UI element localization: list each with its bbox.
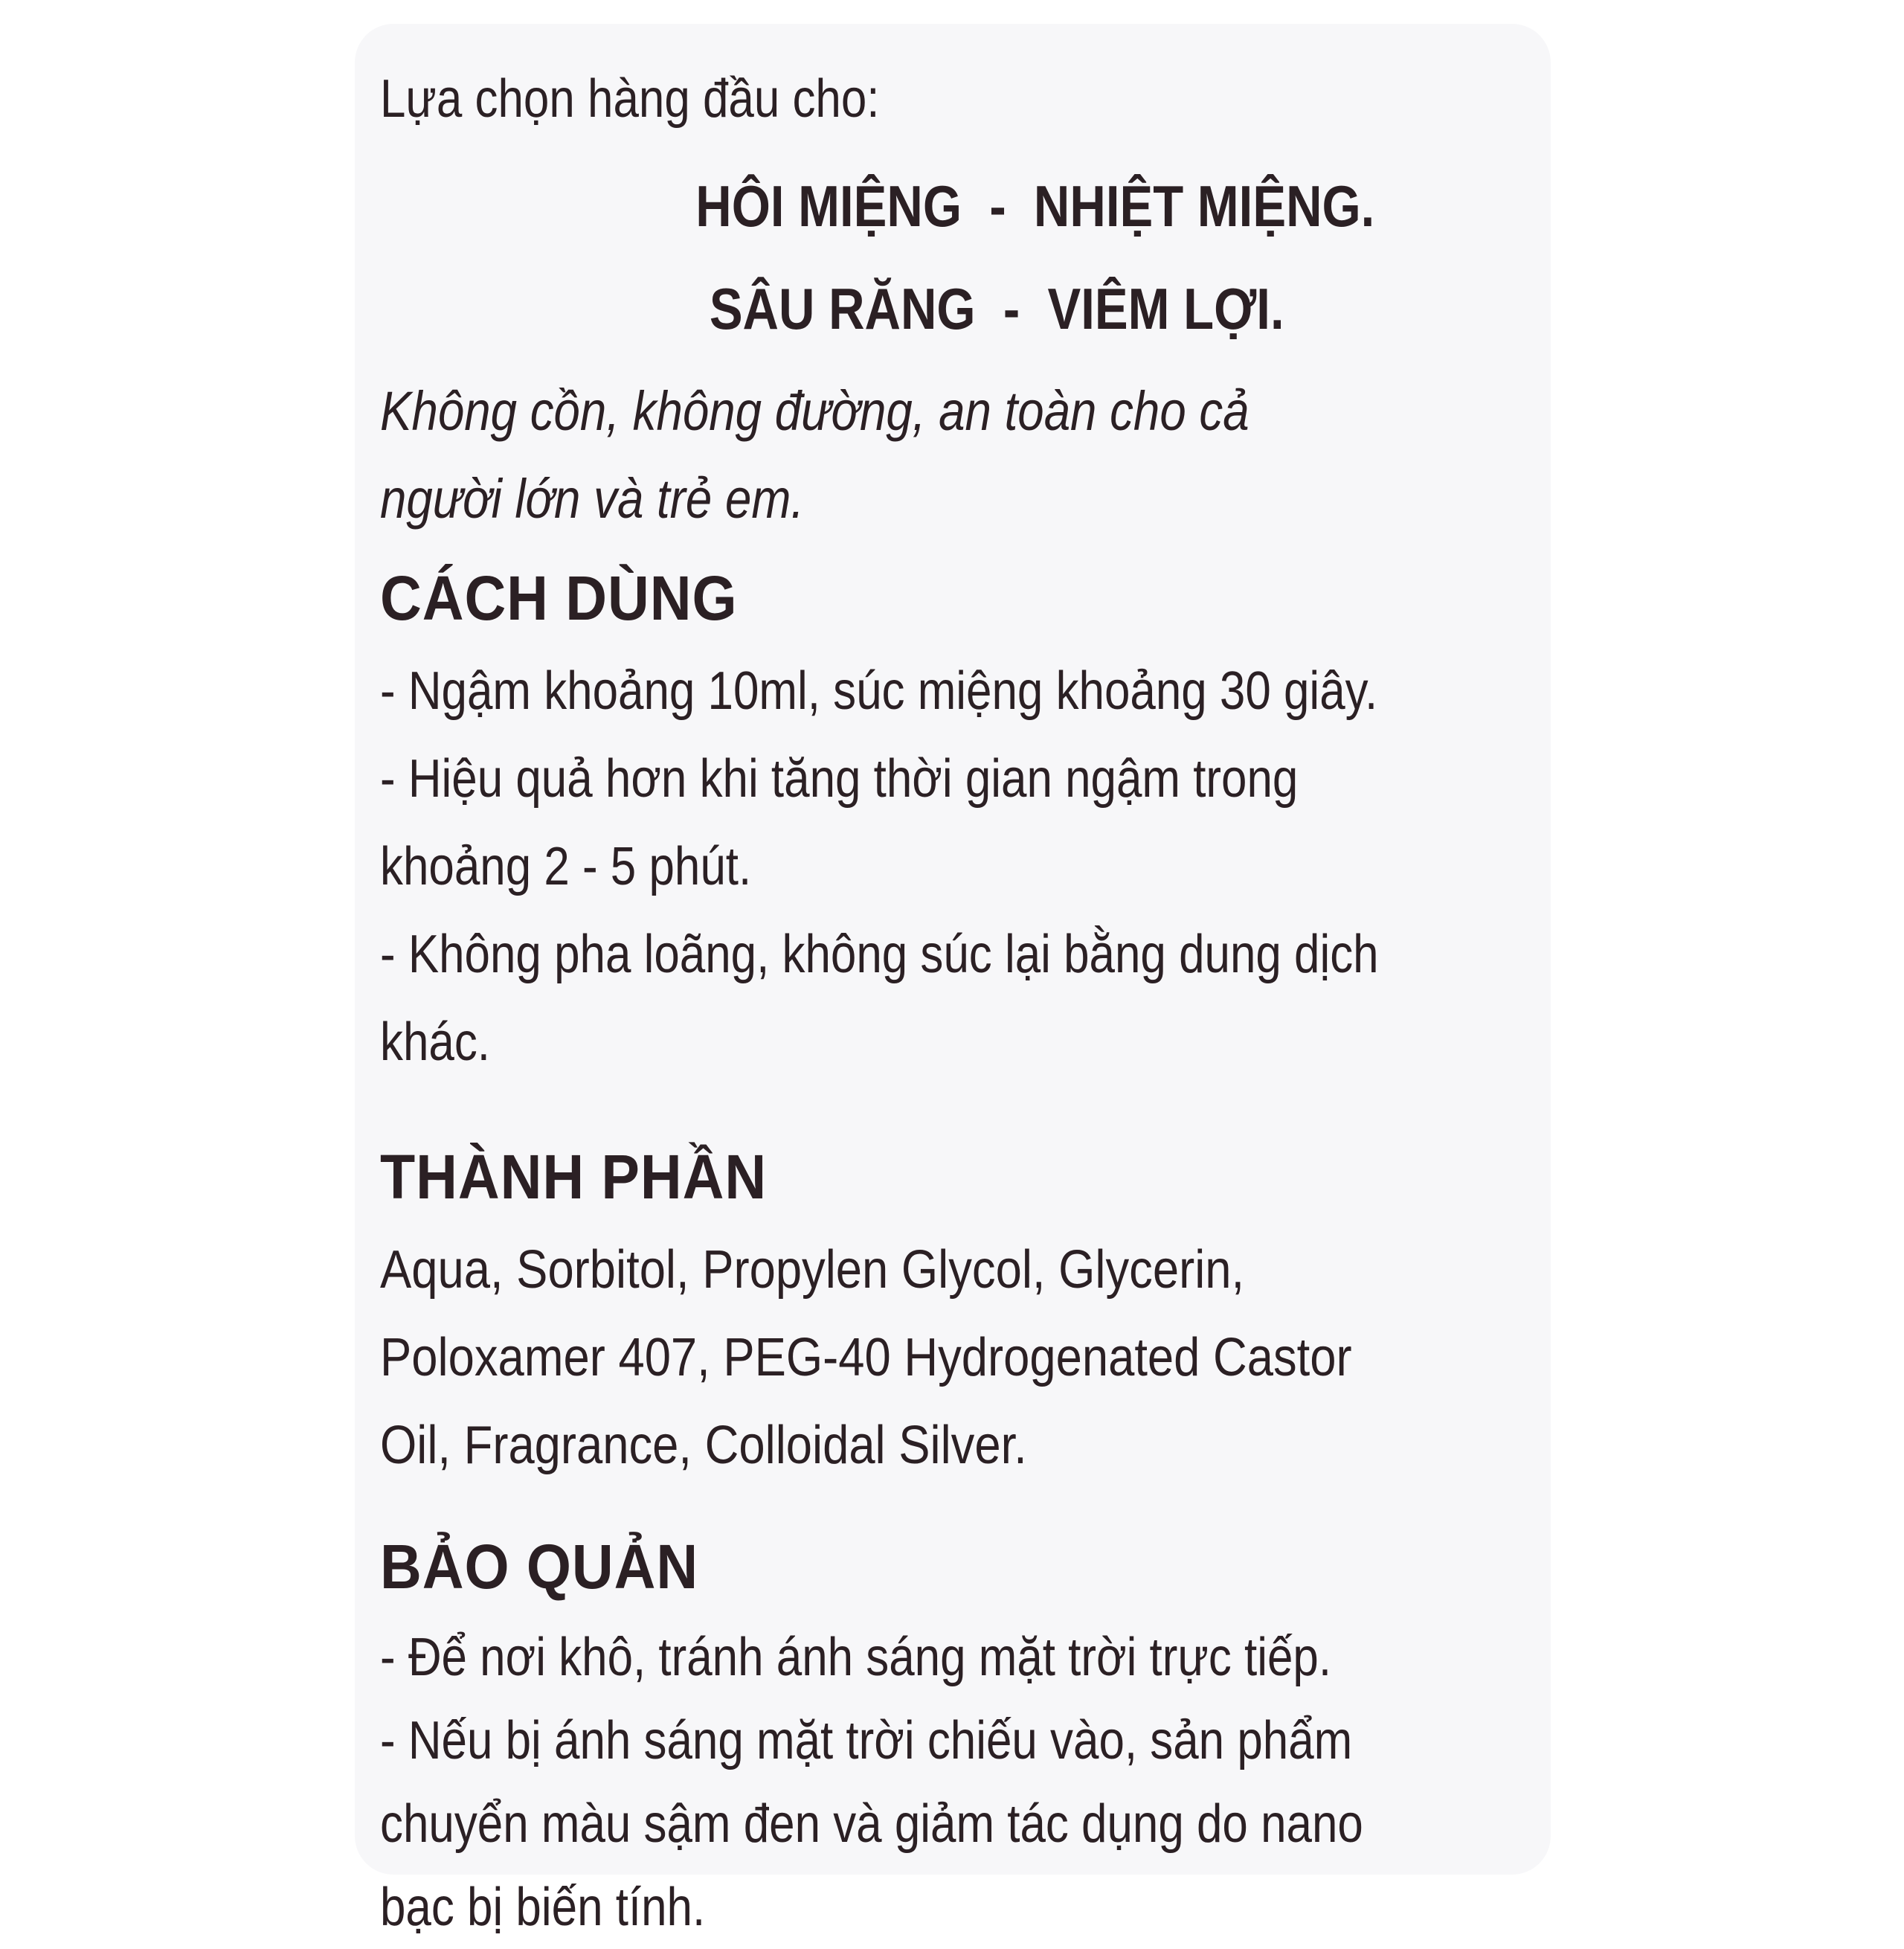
storage-title-text: BẢO QUẢN: [380, 1532, 699, 1602]
list-item: khác.: [380, 1012, 491, 1072]
usage-list: [380, 647, 1524, 1086]
usage-title: [380, 553, 1524, 643]
label-card: [355, 24, 1551, 1937]
list-item: - Không pha loãng, không súc lại bằng dung dịch: [380, 925, 1379, 984]
claim-row-1: HÔI MIỆNG - NHIỆT MIỆNG.: [695, 173, 1375, 239]
storage-list: [380, 1616, 1524, 1949]
divider-space: [380, 1489, 1524, 1512]
list-item: - Để nơi khô, tránh ánh sáng mặt trời trực tiếp.: [380, 1628, 1332, 1687]
intro-text: [380, 58, 1524, 140]
list-item: khoảng 2 - 5 phút.: [380, 837, 752, 896]
tagline-line-2: người lớn và trẻ em.: [380, 468, 805, 530]
tagline-line-1: Không cồn, không đường, an toàn cho cả: [380, 380, 1250, 442]
claim-row-2: SÂU RĂNG - VIÊM LỢI.: [709, 276, 1284, 341]
list-item: - Nếu bị ánh sáng mặt trời chiếu vào, sản phẩm: [380, 1711, 1353, 1770]
usage-title-text: CÁCH DÙNG: [380, 563, 738, 633]
ingredients-line: Oil, Fragrance, Colloidal Silver.: [380, 1416, 1027, 1475]
ingredients-title-text: THÀNH PHẦN: [380, 1142, 768, 1212]
intro-line: Lựa chọn hàng đầu cho:: [380, 69, 880, 129]
list-item: bạc bị biến tính.: [380, 1878, 706, 1937]
ingredients-text: [380, 1226, 1524, 1489]
list-item: chuyển màu sậm đen và giảm tác dụng do nano: [380, 1794, 1363, 1854]
claims-block: [380, 155, 1524, 360]
list-item: - Ngậm khoảng 10ml, súc miệng khoảng 30 giây.: [380, 661, 1378, 721]
tagline: [380, 367, 1524, 543]
ingredients-title: [380, 1132, 1524, 1221]
divider-space: [380, 1086, 1524, 1122]
ingredients-line: Aqua, Sorbitol, Propylen Glycol, Glycerin,: [380, 1240, 1245, 1300]
ingredients-line: Poloxamer 407, PEG-40 Hydrogenated Castor: [380, 1328, 1352, 1387]
list-item: - Hiệu quả hơn khi tăng thời gian ngậm trong: [380, 749, 1299, 809]
storage-title: [380, 1522, 1524, 1611]
